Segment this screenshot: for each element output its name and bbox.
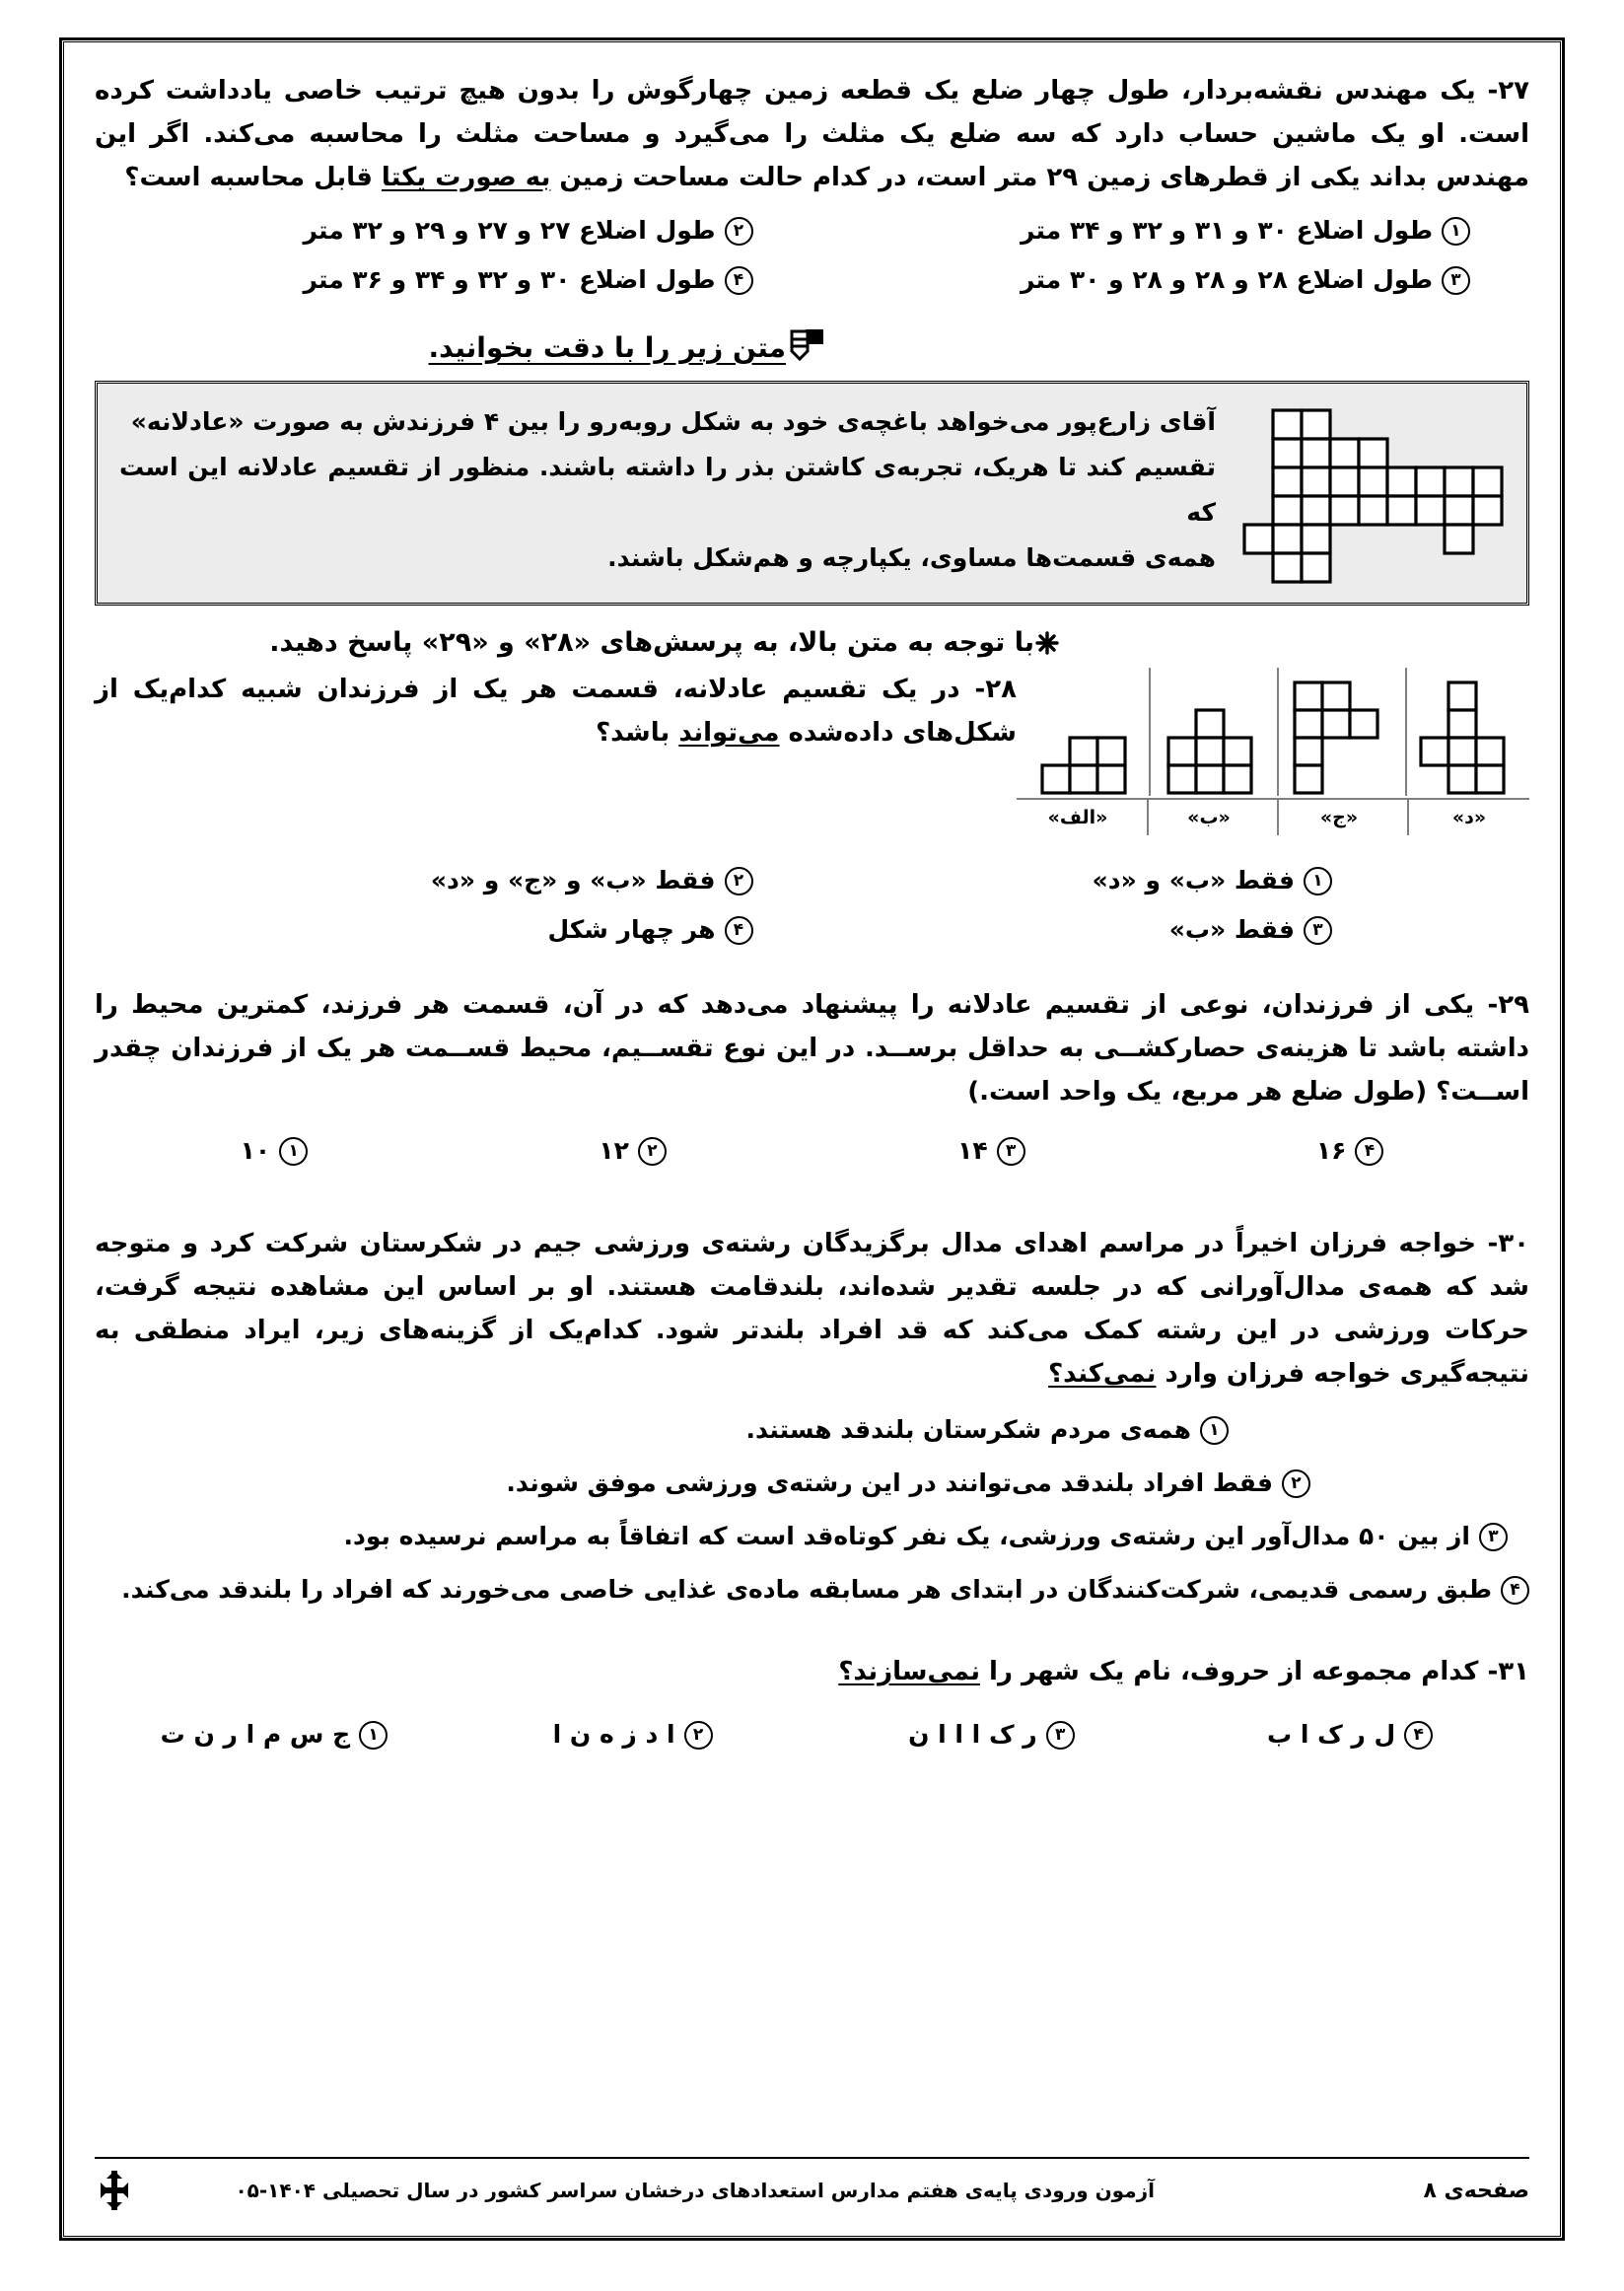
option-29-4-number: ۴ <box>1355 1137 1383 1166</box>
option-29-4[interactable] <box>1170 1131 1529 1171</box>
question-28-options <box>95 861 1529 950</box>
option-28-2-label: فقط «ب» و «ج» و «د» <box>430 866 716 895</box>
question-30-number: ۳۰- <box>1487 1229 1529 1258</box>
shape-label-be: «ب» <box>1147 800 1269 835</box>
option-28-3-label: فقط «ب» <box>1168 915 1295 944</box>
option-31-2[interactable] <box>454 1715 812 1754</box>
option-29-3-label: ۱۴ <box>957 1136 988 1165</box>
shape-label-alef: «الف» <box>1047 807 1108 828</box>
option-31-2-label: ا د ز ه ن ا <box>552 1720 675 1749</box>
option-31-3[interactable] <box>812 1715 1171 1754</box>
option-30-3-label: از بین ۵۰ مدال‌آور این رشته‌ی ورزشی، یک نفر کوتاه‌قد است که اتفاقاً به مراسم نرسیده بود. <box>343 1522 1470 1550</box>
option-29-2[interactable] <box>454 1131 812 1171</box>
option-30-4-number: ۴ <box>1501 1576 1529 1605</box>
passage-box <box>95 381 1529 606</box>
option-30-2[interactable] <box>95 1463 1529 1504</box>
shape-dal <box>1401 668 1523 796</box>
question-30 <box>95 1222 1529 1611</box>
question-28-body: در یک تقسیم عادلانه، قسمت هر یک از فرزندان شبیه کدام‌یک از شکل‌های داده‌شده <box>95 675 1017 748</box>
option-28-4-label: هر چهار شکل <box>547 915 716 944</box>
shape-labels-row <box>1017 800 1529 835</box>
option-27-1-label: طول اضلاع ۳۰ و ۳۱ و ۳۲ و ۳۴ متر <box>1020 216 1433 245</box>
option-29-1-label: ۱۰ <box>240 1136 271 1165</box>
option-27-3-label: طول اضلاع ۲۸ و ۲۸ و ۲۸ و ۳۰ متر <box>1020 265 1433 294</box>
option-31-4[interactable] <box>1170 1715 1529 1754</box>
option-29-3-number: ۳ <box>997 1137 1025 1166</box>
option-31-1[interactable] <box>95 1715 454 1754</box>
option-28-1-number: ۱ <box>1304 867 1332 895</box>
option-31-3-number: ۳ <box>1046 1721 1075 1750</box>
footer-page-number: صفحه‌ی ۸ <box>1423 2178 1529 2203</box>
option-27-2-label: طول اضلاع ۲۷ و ۲۷ و ۲۹ و ۳۲ متر <box>303 216 716 245</box>
asterisk-icon <box>1034 630 1060 656</box>
option-30-2-number: ۲ <box>1282 1469 1310 1498</box>
question-31-number: ۳۱- <box>1487 1657 1529 1686</box>
shape-jim <box>1275 668 1397 796</box>
shapes-row <box>1017 668 1529 796</box>
question-27-number: ۲۷- <box>1487 76 1529 106</box>
instruction-text: با توجه به متن بالا، به پرسش‌های «۲۸» و «۲۹» پاسخ دهید. <box>269 627 1034 658</box>
snowflake-logo-icon <box>95 2169 134 2212</box>
option-31-4-label: ل ر ک ا ب <box>1267 1720 1396 1749</box>
footer-exam-title: آزمون ورودی پایه‌ی هفتم مدارس استعدادهای درخشان سراسر کشور در سال تحصیلی ۱۴۰۴-۰۵ <box>235 2179 1155 2202</box>
question-29-text <box>95 983 1529 1113</box>
option-29-2-number: ۲ <box>638 1137 667 1166</box>
question-27 <box>95 69 1529 300</box>
option-28-4[interactable] <box>95 910 812 950</box>
option-30-3-number: ۳ <box>1479 1523 1508 1551</box>
option-31-4-number: ۴ <box>1404 1721 1433 1750</box>
option-30-4-label: طبق رسمی قدیمی، شرکت‌کنندگان در ابتدای هر مسابقه ماده‌ی غذایی خاصی می‌خورند که افراد را بلندقد می‌کند. <box>121 1575 1492 1604</box>
option-30-3[interactable] <box>95 1516 1529 1557</box>
question-30-body: خواجه فرزان اخیراً در مراسم اهدای مدال برگزیدگان رشته‌ی ورزشی جیم در شکرستان شرکت کرد و متوجه شد که همه‌ی مدال‌آورانی که در جلسه تقدیر شده‌اند، بلندقامت هستند. او بر اساس این مشاهده نتیجه گرفت، حرکات ورزشی در این رشته کمک می‌کند که قد افراد بلندتر شود. کدام‌یک از گزینه‌های زیر، ایراد منطقی به نتیجه‌گیری خواجه فرزان وارد <box>95 1229 1529 1389</box>
book-icon <box>786 325 829 369</box>
option-31-1-label: ج س م ا ر ن ت <box>160 1720 351 1749</box>
figure-separator-2 <box>1277 668 1279 796</box>
option-28-1-label: فقط «ب» و «د» <box>1092 866 1295 895</box>
question-31-text <box>95 1650 1529 1693</box>
question-31-body: کدام مجموعه از حروف، نام یک شهر را <box>979 1657 1479 1686</box>
question-28 <box>95 668 1529 950</box>
question-28-number: ۲۸- <box>974 675 1017 704</box>
question-27-options <box>95 211 1529 300</box>
question-30-emphasis: نمی‌کند؟ <box>1048 1359 1157 1389</box>
question-30-options <box>95 1409 1529 1611</box>
option-28-2-number: ۲ <box>725 867 753 895</box>
question-27-emphasis: به صورت یکتا <box>381 163 551 192</box>
option-28-3[interactable] <box>812 910 1530 950</box>
passage-text <box>119 399 1224 581</box>
passage-line-2: تقسیم کند تا هر‌یک، تجربه‌ی کاشتن بذر را داشته باشند. منظور از تقسیم عادلانه این است که <box>119 453 1216 527</box>
question-27-text <box>95 69 1529 199</box>
option-30-1[interactable] <box>95 1409 1529 1451</box>
option-27-2-number: ۲ <box>725 217 753 246</box>
question-31-stem <box>95 1650 1529 1693</box>
option-27-4[interactable] <box>95 260 812 300</box>
question-29 <box>95 983 1529 1171</box>
read-text-header <box>95 325 1529 369</box>
question-28-emphasis: می‌تواند <box>678 718 780 748</box>
option-31-2-number: ۲ <box>684 1721 713 1750</box>
option-27-3[interactable] <box>812 260 1530 300</box>
instruction-line <box>95 627 1529 658</box>
option-30-1-label: همه‌ی مردم شکرستان بلندقد هستند. <box>745 1415 1191 1444</box>
option-30-2-label: فقط افراد بلندقد می‌توانند در این رشته‌ی ورزشی موفق شوند. <box>506 1468 1273 1497</box>
read-text-label: متن زیر را با دقت بخوانید. <box>428 330 786 364</box>
option-31-3-label: ر ک ا ا ا ن <box>908 1720 1037 1749</box>
option-29-1-number: ۱ <box>279 1137 308 1166</box>
option-27-3-number: ۳ <box>1442 266 1470 295</box>
question-28-text <box>95 668 1017 754</box>
option-27-2[interactable] <box>95 211 812 251</box>
question-28-figure <box>1017 668 1529 835</box>
question-29-stem <box>95 983 1529 1113</box>
option-28-4-number: ۴ <box>725 916 753 945</box>
question-29-number: ۲۹- <box>1487 990 1529 1020</box>
option-28-2[interactable] <box>95 861 812 900</box>
page-footer <box>95 2157 1529 2212</box>
shape-label-jim: «ج» <box>1277 800 1399 835</box>
question-27-body: یک مهندس نقشه‌بردار، طول چهار ضلع یک قطعه زمین چهارگوش را بدون هیچ ترتیب خاصی یادداشت کرده است. او یک ماشین حساب دارد که سه ضلع یک مثلث را می‌گیرد و مساحت مثلث را محاسبه می‌کند. اگر این مهندس بداند یکی از قطرهای زمین ۲۹ متر است، در کدام حالت مساحت زمین <box>95 76 1529 192</box>
option-29-1[interactable] <box>95 1131 454 1171</box>
question-31 <box>95 1650 1529 1754</box>
passage-line-3: همه‌ی قسمت‌ها مساوی، یکپارچه و هم‌شکل باشند. <box>607 543 1216 572</box>
option-30-1-number: ۱ <box>1200 1416 1229 1445</box>
question-27-tail: قابل محاسبه است؟ <box>124 163 382 192</box>
question-29-options <box>95 1131 1529 1171</box>
question-28-tail: باشد؟ <box>596 718 679 748</box>
option-27-4-label: طول اضلاع ۳۰ و ۳۲ و ۳۴ و ۳۶ متر <box>303 265 716 294</box>
question-30-text <box>95 1222 1529 1396</box>
option-28-1[interactable] <box>812 861 1530 900</box>
option-28-3-number: ۳ <box>1304 916 1332 945</box>
question-27-stem <box>95 69 1529 199</box>
question-31-emphasis: نمی‌سازند؟ <box>838 1657 980 1686</box>
figure-separator-1 <box>1405 668 1407 796</box>
passage-line-1: آقای زارع‌پور می‌خواهد باغچه‌ی خود به شکل روبه‌رو را بین ۴ فرزندش به صورت «عادلانه» <box>130 407 1216 436</box>
figure-separator-3 <box>1149 668 1151 796</box>
option-27-1-number: ۱ <box>1442 217 1470 246</box>
garden-figure <box>1224 399 1505 585</box>
page-content <box>95 69 1529 1760</box>
question-31-options <box>95 1715 1529 1754</box>
option-29-4-label: ۱۶ <box>1315 1136 1347 1165</box>
option-30-4[interactable] <box>95 1569 1529 1611</box>
question-29-body: یکی از فرزندان، نوعی از تقسیم عادلانه را پیشنهاد می‌دهد که در آن، قسمت هر فرزند، کمترین محیط را داشته باشد تا هزینه‌ی حصارکشــی به حداقل برســد. در این نوع تقســیم، محیط قســمت هر یک از فرزندان چقدر اســت؟ (طول ضلع هر مربع، یک واحد است.) <box>95 990 1529 1107</box>
shape-be <box>1149 668 1271 796</box>
option-27-1[interactable] <box>812 211 1530 251</box>
question-30-stem <box>95 1222 1529 1396</box>
shape-label-dal: «د» <box>1407 800 1529 835</box>
option-31-1-number: ۱ <box>359 1721 388 1750</box>
option-27-4-number: ۴ <box>725 266 753 295</box>
option-29-3[interactable] <box>812 1131 1171 1171</box>
shape-alef <box>1023 668 1145 796</box>
option-29-2-label: ۱۲ <box>599 1136 629 1165</box>
